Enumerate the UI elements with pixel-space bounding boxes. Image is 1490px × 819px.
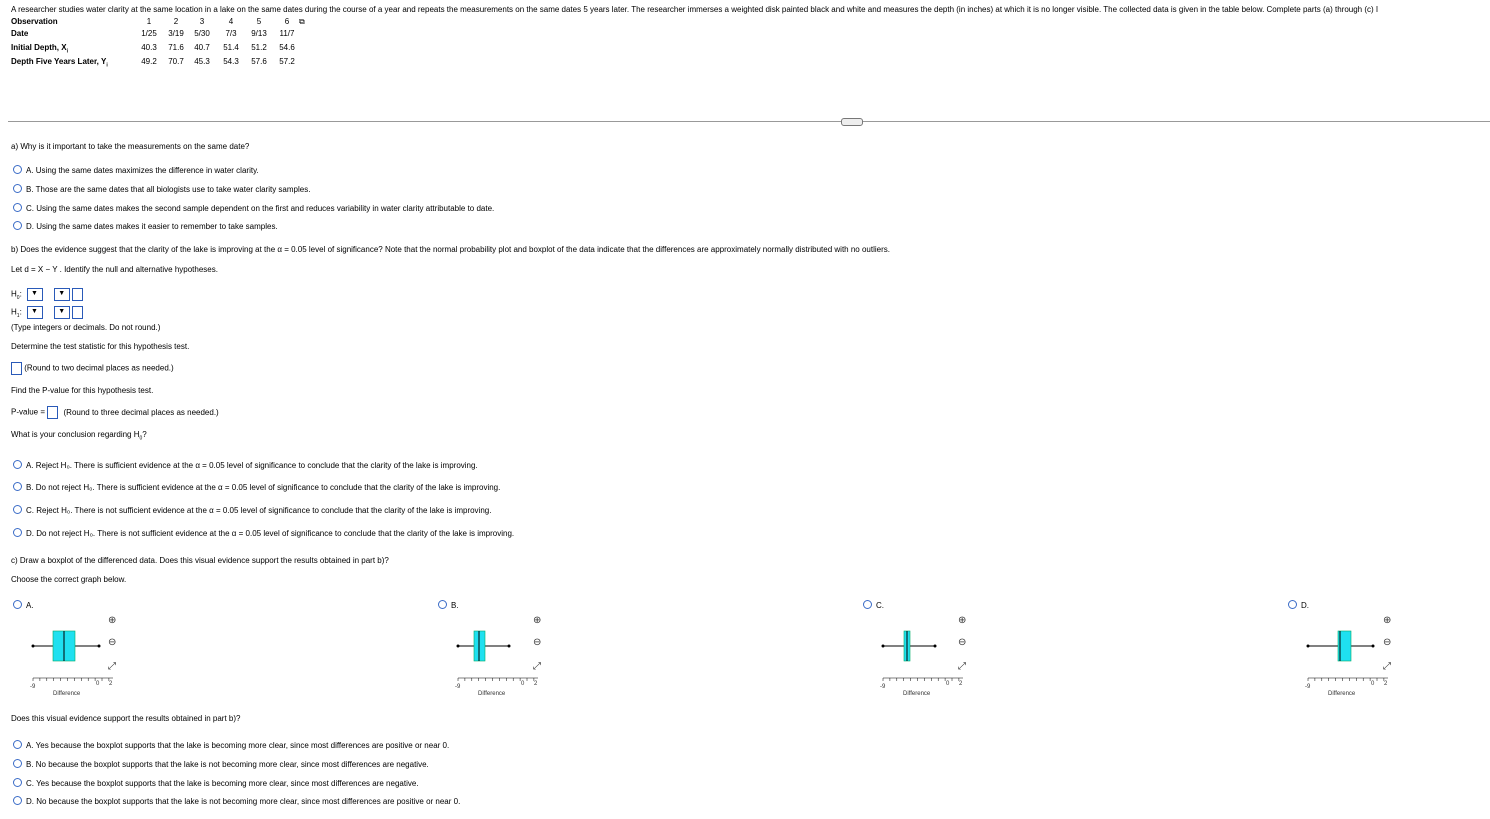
zoom-in-icon[interactable]: ⊕ [533, 615, 542, 626]
h0-param-select[interactable] [27, 288, 43, 301]
x-tick-label: -9 [455, 684, 461, 690]
radio-option[interactable] [13, 778, 419, 788]
type-note: (Type integers or decimals. Do not round.) [11, 323, 161, 332]
part-a-question: a) Why is it important to take the measurements on the same date? [11, 142, 250, 151]
radio-button[interactable] [13, 740, 22, 749]
radio-button[interactable] [13, 460, 22, 469]
test-stat-row: (Round to two decimal places as needed.) [11, 362, 174, 375]
table-cell: 71.6 [168, 43, 184, 52]
expand-icon[interactable]: ⤢ [533, 661, 541, 672]
zoom-in-icon[interactable]: ⊕ [108, 615, 117, 626]
part-c-question: c) Draw a boxplot of the differenced data. Does this visual evidence support the results obtained in part b)? [11, 556, 389, 565]
x-tick-label: 0 [521, 681, 525, 687]
table-cell: 45.3 [194, 57, 210, 66]
radio-button[interactable] [13, 165, 22, 174]
h1-row: $H_1$: ▼ ▼ [11, 306, 83, 319]
table-cell: 57.6 [251, 57, 267, 66]
zoom-out-icon[interactable]: ⊖ [108, 637, 117, 648]
zoom-in-icon[interactable]: ⊕ [958, 615, 967, 626]
x-tick-label: -9 [1305, 684, 1311, 690]
radio-option[interactable] [13, 165, 259, 175]
table-cell: 40.7 [194, 43, 210, 52]
table-cell: 5 [256, 17, 262, 26]
radio-option[interactable] [13, 796, 460, 806]
pvalue-input[interactable] [47, 406, 58, 419]
min-point [32, 645, 35, 648]
x-tick-label: 0 [96, 681, 100, 687]
radio-button[interactable] [13, 221, 22, 230]
max-point [934, 645, 937, 648]
table-cell: 1 [146, 17, 152, 26]
option-label: C. Yes because the boxplot supports that the lake is becoming more clear, since most differences are negative. [26, 779, 419, 788]
option-label: A. Reject H₀. There is sufficient evidence at the α = 0.05 level of significance to conclude that the clarity of the lake is improving. [26, 461, 478, 470]
x-tick-label: -9 [880, 684, 886, 690]
radio-option[interactable] [13, 759, 429, 769]
x-tick-label: 0 [946, 681, 950, 687]
x-axis-label: Difference [53, 691, 81, 696]
h0-relation-select[interactable] [54, 288, 70, 301]
table-cell: 6 [284, 17, 290, 26]
zoom-out-icon[interactable]: ⊖ [533, 637, 542, 648]
radio-button[interactable] [13, 203, 22, 212]
radio-option[interactable] [13, 740, 449, 750]
h1-param-select[interactable] [27, 306, 43, 319]
graph-letter: B. [451, 601, 459, 610]
option-label: D. No because the boxplot supports that the lake is not becoming more clear, since most differences are positive or near 0. [26, 797, 461, 806]
h0-value-input[interactable] [72, 288, 83, 301]
table-cell: 51.4 [223, 43, 239, 52]
radio-button[interactable] [13, 505, 22, 514]
radio-button[interactable] [438, 600, 447, 609]
boxplot-chart [28, 626, 138, 696]
boxplot-chart [1303, 626, 1413, 696]
choose-graph: Choose the correct graph below. [11, 575, 127, 584]
radio-button[interactable] [13, 759, 22, 768]
graph-letter: D. [1301, 601, 1309, 610]
table-cell: 51.2 [251, 43, 267, 52]
conclusion-prompt: What is your conclusion regarding $H_0$? [11, 430, 147, 442]
test-stat-input[interactable] [11, 362, 22, 375]
part-b-question: b) Does the evidence suggest that the clarity of the lake is improving at the α = 0.05 level of significance? Note that the normal probability plot and boxplot of the data indicate that the differences are approximately normally distributed with no outliers. [11, 245, 890, 254]
radio-button[interactable] [13, 796, 22, 805]
h1-relation-select[interactable] [54, 306, 70, 319]
copy-icon[interactable]: ⧉ [299, 17, 305, 26]
max-point [508, 645, 511, 648]
row-label-date: Date [11, 29, 29, 38]
min-point [1307, 645, 1310, 648]
min-point [882, 645, 885, 648]
boxplot-chart [878, 626, 988, 696]
row-label-initial: Initial Depth, $X_i$ [11, 43, 68, 55]
resize-handle[interactable] [841, 118, 863, 126]
table-cell: 54.3 [223, 57, 239, 66]
radio-option[interactable] [13, 203, 494, 213]
table-cell: 2 [173, 17, 179, 26]
table-cell: 49.2 [141, 57, 157, 66]
option-label: D. Using the same dates makes it easier to remember to take samples. [26, 222, 278, 231]
table-cell: 40.3 [141, 43, 157, 52]
table-cell: 9/13 [251, 29, 267, 38]
support-question: Does this visual evidence support the results obtained in part b)? [11, 714, 241, 723]
graph-option[interactable] [13, 600, 34, 610]
radio-button[interactable] [13, 482, 22, 491]
expand-icon[interactable]: ⤢ [108, 661, 116, 672]
h1-value-input[interactable] [72, 306, 83, 319]
option-label: A. Using the same dates maximizes the difference in water clarity. [26, 166, 259, 175]
x-tick-label: 2 [109, 681, 113, 687]
table-cell: 3/19 [168, 29, 184, 38]
x-axis-label: Difference [903, 691, 931, 696]
row-label-later: Depth Five Years Later, $Y_i$ [11, 57, 108, 69]
divider [8, 121, 1490, 122]
zoom-in-icon[interactable]: ⊕ [1383, 615, 1392, 626]
let-d-text: Let d = X − Y . Identify the null and alternative hypotheses. [11, 265, 218, 274]
radio-option[interactable] [13, 221, 278, 231]
option-label: A. Yes because the boxplot supports that the lake is becoming more clear, since most differences are positive or near 0. [26, 741, 450, 750]
radio-option[interactable] [13, 184, 310, 194]
h0-row: $H_0$: ▼ ▼ [11, 288, 83, 301]
radio-button[interactable] [13, 778, 22, 787]
option-label: B. Those are the same dates that all biologists use to take water clarity samples. [26, 185, 311, 194]
option-label: C. Using the same dates makes the second sample dependent on the first and reduces variability in water clarity attributable to date. [26, 204, 495, 213]
radio-button[interactable] [1288, 600, 1297, 609]
graph-option[interactable] [863, 600, 884, 610]
min-point [457, 645, 460, 648]
table-cell: 57.2 [279, 57, 295, 66]
radio-option[interactable] [13, 528, 514, 538]
x-axis-label: Difference [1328, 691, 1356, 696]
graph-letter: C. [876, 601, 884, 610]
radio-option[interactable] [13, 460, 478, 470]
radio-button[interactable] [13, 528, 22, 537]
table-cell: 11/7 [279, 29, 295, 38]
table-cell: 54.6 [279, 43, 295, 52]
table-cell: 5/30 [194, 29, 210, 38]
table-cell: 7/3 [225, 29, 237, 38]
table-cell: 3 [199, 17, 205, 26]
intro-text: A researcher studies water clarity at the same location in a lake on the same dates during the course of a year and repeats the measurements on the same dates 5 years later. The researcher immerses a weighted disk painted black and white and measures the depth (in inches) at which it is no longer visible. The collected data is given in the table below. Complete parts (a) through (c) I [11, 5, 1379, 14]
test-stat-prompt: Determine the test statistic for this hypothesis test. [11, 342, 190, 351]
x-tick-label: 0 [1371, 681, 1375, 687]
option-label: B. No because the boxplot supports that the lake is not becoming more clear, since most differences are negative. [26, 760, 429, 769]
x-tick-label: 2 [1384, 681, 1388, 687]
radio-option[interactable] [13, 482, 500, 492]
table-cell: 1/25 [141, 29, 157, 38]
option-label: D. Do not reject H₀. There is not sufficient evidence at the α = 0.05 level of significance to conclude that the clarity of the lake is improving. [26, 529, 515, 538]
radio-button[interactable] [13, 600, 22, 609]
x-tick-label: -9 [30, 684, 36, 690]
graph-option[interactable] [1288, 600, 1309, 610]
zoom-out-icon[interactable]: ⊖ [1383, 637, 1392, 648]
x-axis-label: Difference [478, 691, 506, 696]
option-label: B. Do not reject H₀. There is sufficient evidence at the α = 0.05 level of significance to conclude that the clarity of the lake is improving. [26, 483, 501, 492]
graph-letter: A. [26, 601, 34, 610]
max-point [1372, 645, 1375, 648]
pvalue-row: P-value = (Round to three decimal places as needed.) [11, 406, 219, 419]
expand-icon[interactable]: ⤢ [958, 661, 966, 672]
radio-button[interactable] [13, 184, 22, 193]
table-cell: 70.7 [168, 57, 184, 66]
graph-option[interactable] [438, 600, 459, 610]
pvalue-prompt: Find the P-value for this hypothesis test. [11, 386, 154, 395]
zoom-out-icon[interactable]: ⊖ [958, 637, 967, 648]
radio-option[interactable] [13, 505, 491, 515]
option-label: C. Reject H₀. There is not sufficient evidence at the α = 0.05 level of significance to conclude that the clarity of the lake is improving. [26, 506, 492, 515]
expand-icon[interactable]: ⤢ [1383, 661, 1391, 672]
table-cell: 4 [228, 17, 234, 26]
max-point [98, 645, 101, 648]
row-label-observation: Observation [11, 17, 58, 26]
boxplot-chart [453, 626, 563, 696]
x-tick-label: 2 [534, 681, 538, 687]
radio-button[interactable] [863, 600, 872, 609]
x-tick-label: 2 [959, 681, 963, 687]
